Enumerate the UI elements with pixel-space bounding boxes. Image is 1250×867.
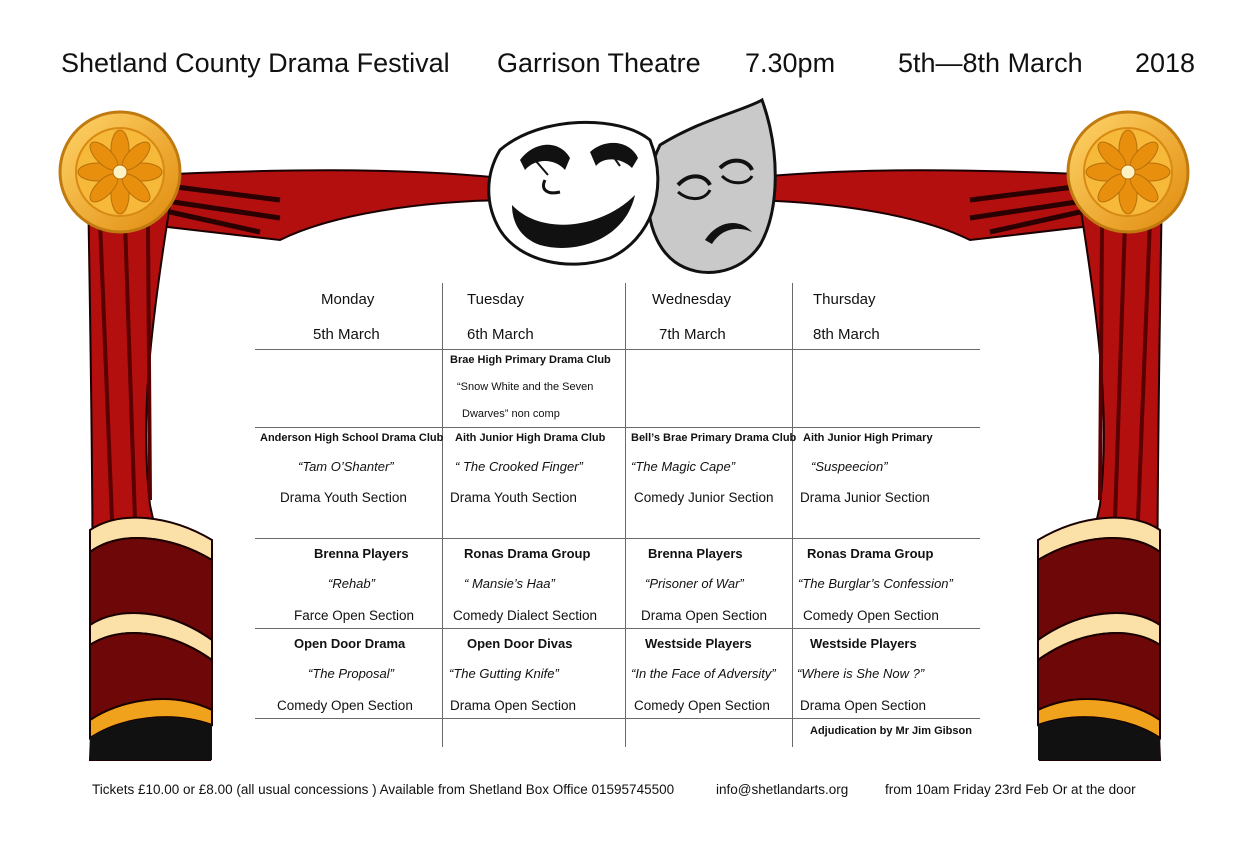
grid-line	[255, 538, 980, 539]
play-title: “Where is She Now ?”	[797, 666, 925, 681]
festival-title: Shetland County Drama Festival	[61, 48, 450, 78]
play-title: “Snow White and the Seven	[457, 381, 594, 393]
play-title: “The Magic Cape”	[631, 459, 736, 474]
show-time: 7.30pm	[745, 48, 836, 78]
play-title-continued: Dwarves” non comp	[462, 408, 560, 420]
adjudication-note: Adjudication by Mr Jim Gibson	[810, 725, 972, 737]
play-category: Drama Junior Section	[800, 490, 930, 505]
drama-group: Anderson High School Drama Club	[260, 432, 444, 444]
drama-group: Aith Junior High Primary	[803, 432, 933, 444]
play-category: Drama Open Section	[641, 608, 768, 623]
grid-line	[442, 283, 443, 747]
play-title: “The Proposal”	[308, 666, 394, 681]
venue: Garrison Theatre	[497, 48, 701, 78]
drama-group: Bell’s Brae Primary Drama Club	[631, 432, 797, 444]
drama-group: Aith Junior High Drama Club	[455, 432, 606, 444]
play-category: Drama Youth Section	[450, 490, 577, 505]
day-date-thursday: 8th March	[813, 326, 880, 343]
play-category: Comedy Open Section	[803, 608, 939, 623]
ticket-footer	[0, 782, 1250, 802]
drama-group: Open Door Divas	[467, 636, 573, 651]
grid-line	[625, 283, 626, 747]
grid-line	[255, 628, 980, 629]
grid-line	[792, 283, 793, 747]
day-name-monday: Monday	[321, 291, 375, 308]
ticket-info: Tickets £10.00 or £8.00 (all usual concessions ) Available from Shetland Box Office 01595745500	[92, 782, 675, 797]
play-category: Drama Open Section	[800, 698, 927, 713]
play-category: Comedy Open Section	[277, 698, 413, 713]
drama-group: Brenna Players	[314, 546, 409, 561]
play-category: Drama Open Section	[450, 698, 577, 713]
play-title: “ Mansie’s Haa”	[464, 576, 555, 591]
ticket-sale-info: from 10am Friday 23rd Feb Or at the door	[885, 782, 1136, 797]
play-title: “In the Face of Adversity”	[631, 666, 776, 681]
grid-line	[255, 427, 980, 428]
drama-group: Ronas Drama Group	[807, 546, 934, 561]
play-title: “The Burglar’s Confession”	[798, 576, 953, 591]
play-title: “Suspeecion”	[811, 459, 888, 474]
drama-group: Westside Players	[810, 636, 917, 651]
play-category: Farce Open Section	[294, 608, 415, 623]
drama-group: Ronas Drama Group	[464, 546, 591, 561]
drama-group: Westside Players	[645, 636, 752, 651]
day-name-thursday: Thursday	[813, 291, 876, 308]
festival-dates: 5th—8th March	[898, 48, 1083, 78]
play-title: “Rehab”	[328, 576, 375, 591]
drama-group: Open Door Drama	[294, 636, 406, 651]
contact-email[interactable]: info@shetlandarts.org	[716, 782, 849, 797]
play-title: “The Gutting Knife”	[449, 666, 559, 681]
day-date-wednesday: 7th March	[659, 326, 726, 343]
grid-line	[255, 349, 980, 350]
festival-year: 2018	[1135, 48, 1196, 78]
day-date-tuesday: 6th March	[467, 326, 534, 343]
play-title: “Prisoner of War”	[645, 576, 744, 591]
drama-group: Brenna Players	[648, 546, 743, 561]
play-category: Drama Youth Section	[280, 490, 407, 505]
play-category: Comedy Junior Section	[634, 490, 774, 505]
play-title: “Tam O’Shanter”	[298, 459, 394, 474]
play-category: Comedy Open Section	[634, 698, 770, 713]
day-name-wednesday: Wednesday	[652, 291, 731, 308]
day-name-tuesday: Tuesday	[467, 291, 524, 308]
play-category: Comedy Dialect Section	[453, 608, 598, 623]
day-date-monday: 5th March	[313, 326, 380, 343]
grid-line	[255, 718, 980, 719]
play-title: “ The Crooked Finger”	[455, 459, 583, 474]
drama-group: Brae High Primary Drama Club	[450, 354, 611, 366]
